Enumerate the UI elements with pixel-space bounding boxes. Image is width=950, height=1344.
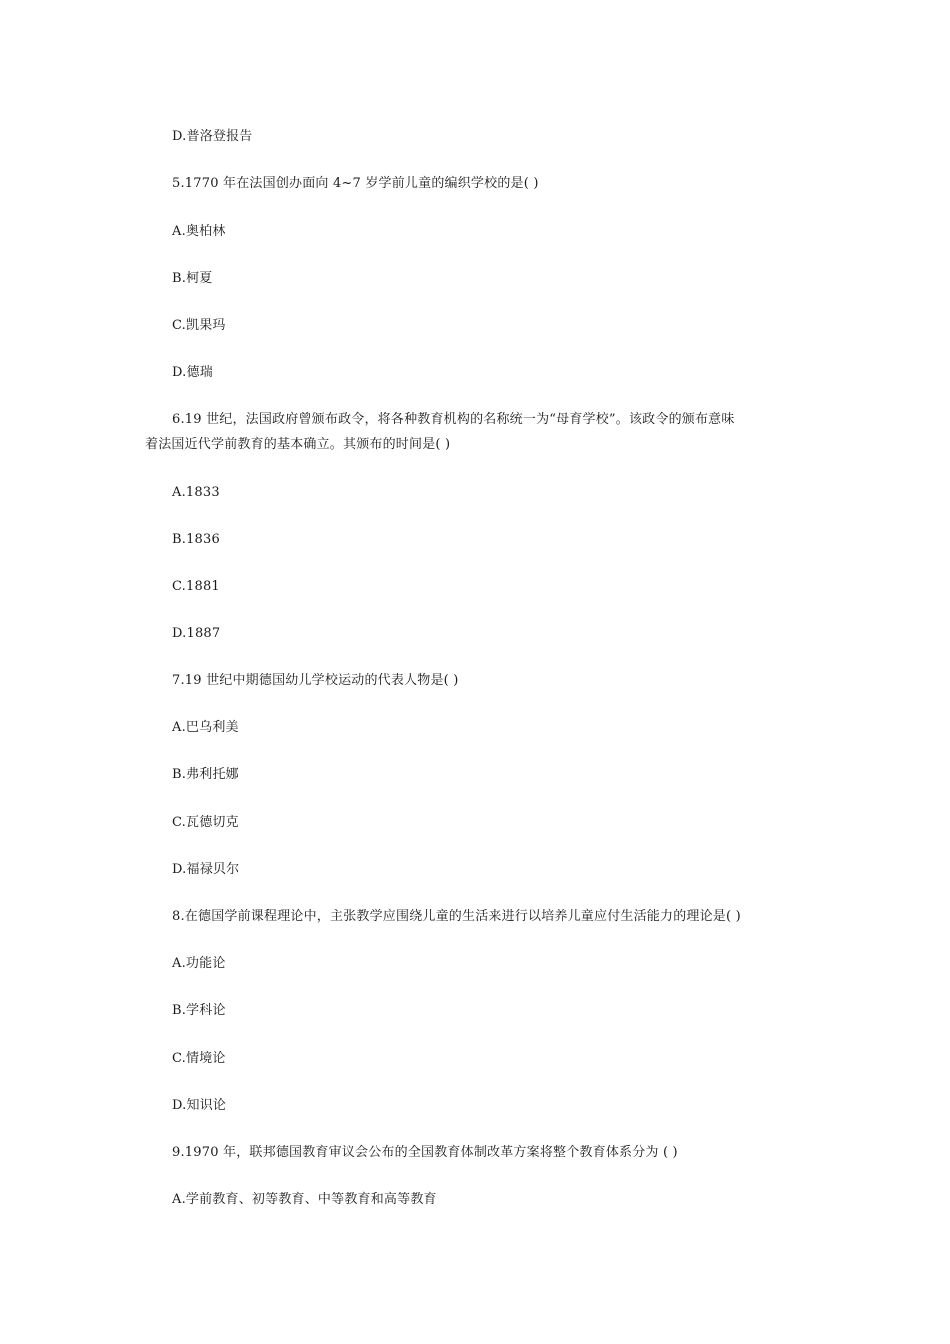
q9-question: 9.1970 年，联邦德国教育审议会公布的全国教育体制改革方案将整个教育体系分为 ( ) [172,1145,678,1160]
q4-option-d: D.普洛登报告 [172,129,253,144]
q8-question: 8.在德国学前课程理论中，主张教学应围绕儿童的生活来进行以培养儿童应付生活能力的理论是( ) [172,909,741,924]
q8-option-a: A.功能论 [172,956,226,971]
q7-option-c: C.瓦德切克 [172,815,239,830]
q6-option-a: A.1833 [172,485,220,500]
q9-option-a: A.学前教育、初等教育、中等教育和高等教育 [172,1192,437,1207]
q6-question: 6.19 世纪，法国政府曾颁布政令，将各种教育机构的名称统一为“母育学校”。该政令的颁布意味 [172,412,735,427]
q7-option-d: D.福禄贝尔 [172,862,240,877]
q8-option-c: C.情境论 [172,1051,226,1066]
q5-option-b: B.柯夏 [172,271,213,286]
q6-question-continued: 着法国近代学前教育的基本确立。其颁布的时间是( ) [145,437,451,452]
q5-option-a: A.奥柏林 [172,224,226,239]
q6-option-b: B.1836 [172,532,220,547]
q5-option-c: C.凯果玛 [172,318,226,333]
q6-option-c: C.1881 [172,579,220,594]
q7-question: 7.19 世纪中期德国幼儿学校运动的代表人物是( ) [172,673,459,688]
q7-option-a: A.巴乌利美 [172,720,239,735]
q7-option-b: B.弗利托娜 [172,767,239,782]
q8-option-d: D.知识论 [172,1098,227,1113]
q5-question: 5.1770 年在法国创办面向 4~7 岁学前儿童的编织学校的是( ) [172,176,539,191]
q6-option-d: D.1887 [172,626,221,641]
q8-option-b: B.学科论 [172,1003,226,1018]
q5-option-d: D.德瑞 [172,365,213,380]
